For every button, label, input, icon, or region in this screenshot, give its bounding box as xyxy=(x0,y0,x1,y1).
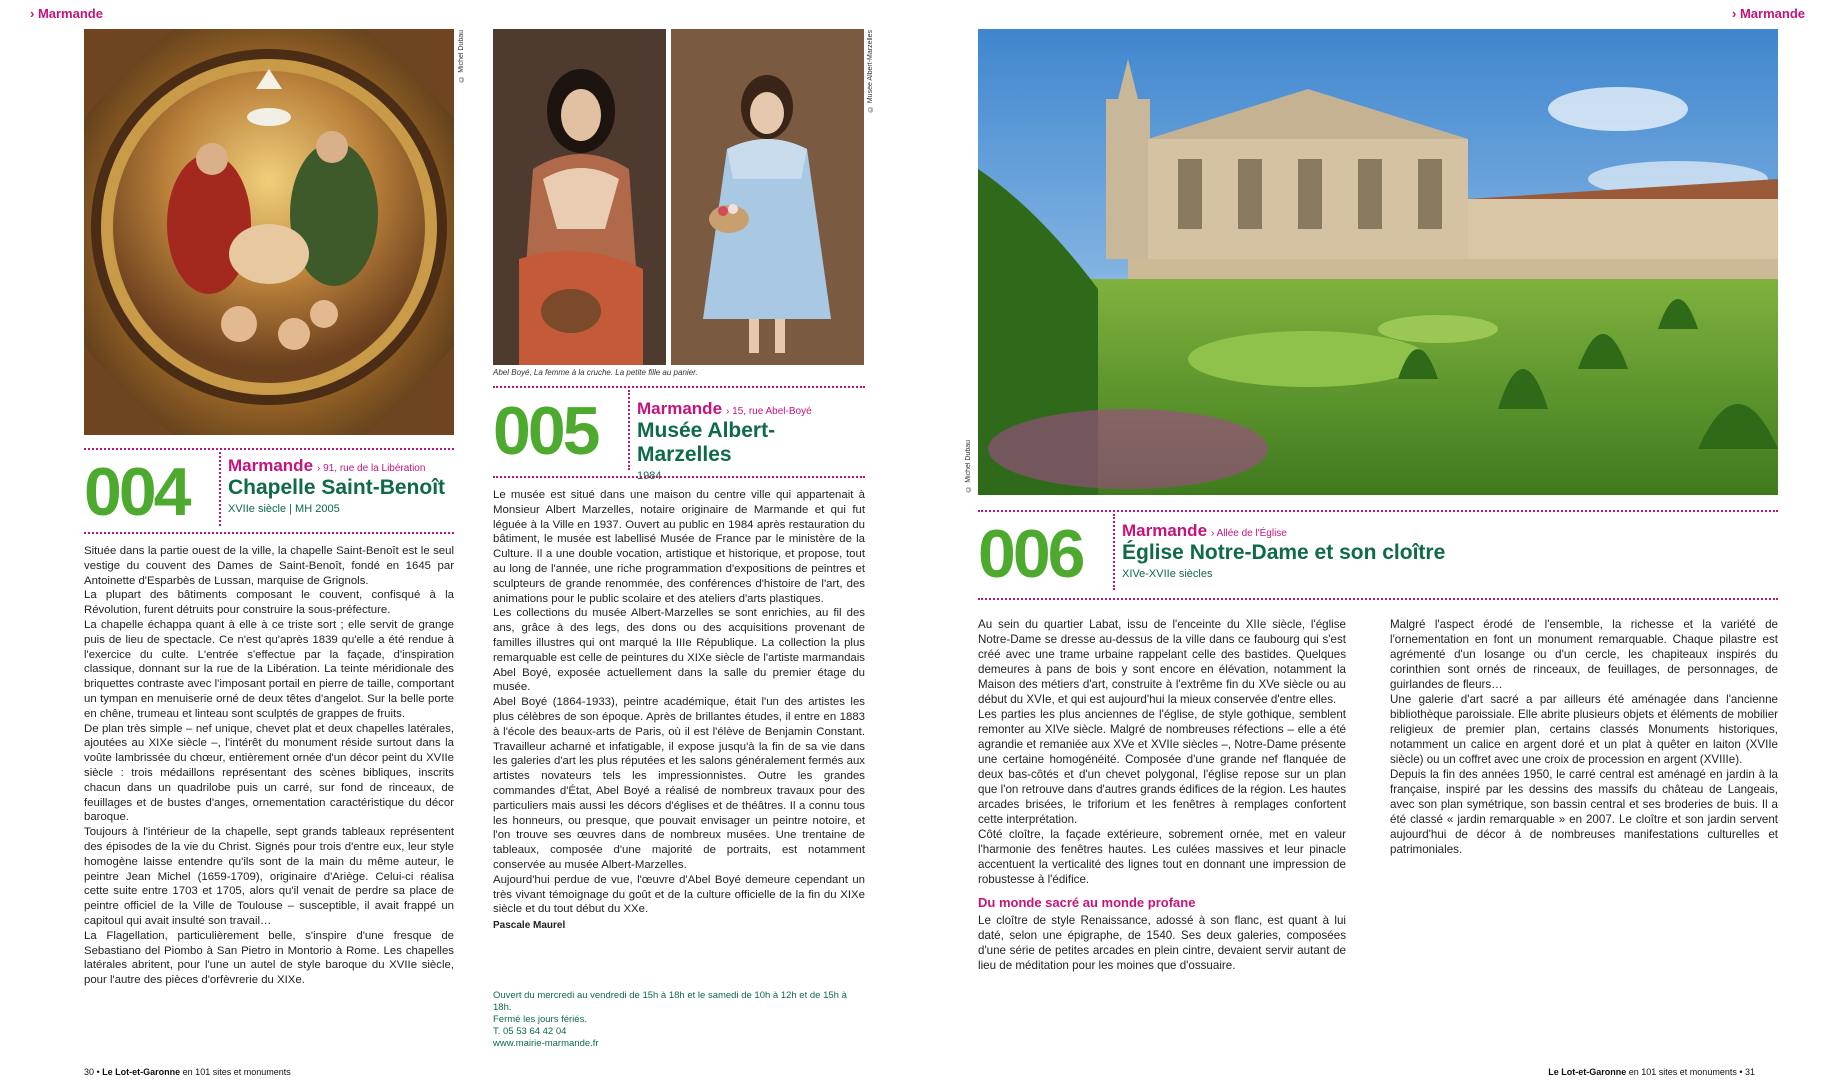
musee-heading xyxy=(637,399,867,482)
eglise-header-rule xyxy=(978,510,1778,512)
musee-photo-caption: Abel Boyé, La femme à la cruche. La petite fille au panier. xyxy=(493,368,698,377)
eglise-cloister-photo xyxy=(978,29,1778,495)
folio-right: Le Lot-et-Garonne en 101 sites et monuments • 31 xyxy=(1548,1067,1755,1077)
folio-right-number: 31 xyxy=(1744,1067,1755,1077)
paragraph: Au sein du quartier Labat, issu de l'enceinte du XIIe siècle, l'église Notre-Dame se dresse au-dessus de la ville dans ce faubourg qui s'est créé avec une trame urbaine rappelant celle des bastides. Quelques demeures à pans de bois y sont encore en élévation, notamment la Maison des métiers d'art, construite à l'extrême fin du XVe siècle ou au début du XVIe, et qui est aujourd'hui la mieux conservée d'entre elles. xyxy=(978,618,1346,706)
eglise-header-rule-bottom xyxy=(978,598,1778,600)
musee-address: › 15, rue Abel-Boyé xyxy=(726,406,812,417)
info-line: Ouvert du mercredi au vendredi de 15h à 18h et le samedi de 10h à 12h et de 15h à 18h. xyxy=(493,990,847,1013)
paragraph: Aujourd'hui perdue de vue, l'œuvre d'Abel Boyé demeure cependant un très vivant témoignage du goût et de la culture officielle de la fin du XIXe siècle et du tout début du XXe. xyxy=(493,873,865,916)
paragraph: Le musée est situé dans une maison du centre ville qui appartenait à Monsieur Albert Marzelles, notaire originaire de Marmande et qui fut léguée à la Ville en 1937. Ouvert au public en 1984 après restauration du bâtiment, le musée est labellisé Musée de France par le ministère de la Culture. Il a une double vocation, artistique et historique, et propose, tout au long de l'année, une riche programmation d'expositions de peintres et sculpteurs de grande renommée, des conférences d'histoire de l'art, des animations pour le public scolaire et des ateliers d'arts plastiques. xyxy=(493,489,865,605)
chapelle-subtitle: XVIIe siècle | MH 2005 xyxy=(228,503,340,516)
paragraph: Depuis la fin des années 1950, le carré central est aménagé en jardin à la française, inspiré par les dessins des massifs du château de Langeais, avec son plan symétrique, son bassin central et ses broderies de buis. Il a été classé « jardin remarquable » en 2007. Le cloître et son jardin servent aujourd'hui de décor à de nombreuses manifestations culturelles et patrimoniales. xyxy=(1390,768,1778,856)
chapelle-vertical-rule xyxy=(219,452,221,526)
chapelle-heading xyxy=(228,456,458,515)
paragraph: Toujours à l'intérieur de la chapelle, sept grands tableaux représentent des épisodes de la vie du Christ. Signés pour trois d'entre eux, leur style homogène laisse entendre qu'ils sont de la main du même auteur, le peintre Jean Michel (1659-1709), originaire d'Ariège. Celui-ci réalisa cette suite entre 1703 et 1705, alors qu'il venait de perdre sa place de peintre officiel de la Ville de Toulouse – susceptible, il avait frappé un capitoul qui avait insulté son travail… xyxy=(84,826,454,927)
painting-girl-with-basket xyxy=(671,29,864,365)
musee-subtitle: 1984 xyxy=(637,470,662,483)
painting-woman-illustration xyxy=(493,29,666,365)
paragraph: La Flagellation, particulièrement belle, s'inspire d'une fresque de Sebastiano del Piombo à San Pietro in Montorio à Rome. Les chapelles latérales abritent, pour l'une un autel de style baroque du XVIIe siècle, pour l'autre des pièces d'orfèvrerie du XIXe. xyxy=(84,929,454,987)
running-head-right: › Marmande xyxy=(1732,6,1805,21)
folio-left-title: Le Lot-et-Garonne xyxy=(102,1067,181,1077)
musee-body-text xyxy=(493,488,865,934)
chapelle-body-text xyxy=(84,544,454,988)
eglise-heading xyxy=(1122,521,1622,580)
musee-header-rule xyxy=(493,386,865,388)
chapelle-entry-number: 004 xyxy=(84,454,189,530)
running-head-left: › Marmande xyxy=(30,6,103,21)
musee-author: Pascale Maurel xyxy=(493,920,566,932)
paragraph: Le cloître de style Renaissance, adossé à son flanc, est quant à lui daté, selon une épigraphe, de 1540. Ses deux galeries, composées d'une série de petites arcades en plein cintre, devaient servir autant de lieu de méditation pour les moines que d'ossuaire. xyxy=(978,914,1346,972)
chapelle-address: › 91, rue de la Libération xyxy=(317,463,426,474)
eglise-body-column-2 xyxy=(1390,617,1778,857)
painting-woman-with-jug xyxy=(493,29,666,365)
chapelle-header-rule-bottom xyxy=(84,532,454,534)
paragraph: Abel Boyé (1864-1933), peintre académique, était l'un des artistes les plus célèbres de son époque. Après de brillantes études, il entre en 1883 à l'école des beaux-arts de Paris, où il est l'élève de Benjamin Constant. Travailleur acharné et infatigable, il expose jusqu'à la fin de sa vie dans les galeries d'art les plus réputées et les salons généralement fermés aux artistes novateurs tels les impressionnistes. Outre les grandes commandes d'État, Abel Boyé a réalisé de nombreux travaux pour des particuliers mais aussi les décors d'églises et de théâtres. Il a connu tous les honneurs, ou presque, que pouvait envisager un peintre notoire, et l'on trouve ses œuvres dans de nombreux musées. Une trentaine de tableaux, composée d'une majorité de portraits, est notamment conservée au musée Albert-Marzelles. xyxy=(493,696,865,871)
paragraph: Une galerie d'art sacré a par ailleurs été aménagée dans l'ancienne bibliothèque paroissiale. Elle abrite plusieurs objets et éléments de mobilier religieux de premier plan, certains classés Monuments historiques, notamment un calice en argent doré et un plat à quêter en laiton (XVIIe siècle) ou un coffret avec une croix de procession en argent (XVIIIe). xyxy=(1390,693,1778,766)
eglise-subtitle: XIVe-XVIIe siècles xyxy=(1122,568,1213,581)
eglise-title: Église Notre-Dame et son cloître xyxy=(1122,541,1446,564)
folio-left: 30 • Le Lot-et-Garonne en 101 sites et monuments xyxy=(84,1067,291,1077)
eglise-entry-number: 006 xyxy=(978,516,1083,592)
musee-town: Marmande xyxy=(637,399,723,418)
paragraph: Les collections du musée Albert-Marzelles se sont enrichies, au fil des ans, grâce à des legs, des dons ou des acquisitions provenant de familles illustres qui ont marqué la IIIe République. La collection la plus remarquable est celle de peintures du XIXe siècle de l'artiste marmandais Abel Boyé, exposée actuellement dans la salle du premier étage du musée. xyxy=(493,607,865,694)
paragraph: Côté cloître, la façade extérieure, sobrement ornée, met en valeur l'harmonie des fenêtres hautes. Les culées massives et leur pinacle accentuent la verticalité des lignes tout en donnant une impression de robustesse à l'édifice. xyxy=(978,828,1346,886)
eglise-subheading: Du monde sacré au monde profane xyxy=(978,895,1196,910)
paragraph: La plupart des bâtiments composant le couvent, confisqué à la Révolution, furent détruits pour construire la sous-préfecture. xyxy=(84,589,454,617)
eglise-address: › Allée de l'Église xyxy=(1211,528,1287,539)
chapelle-photo-credit: © Michel Dubau xyxy=(458,30,465,82)
musee-entry-number: 005 xyxy=(493,393,598,469)
musee-photo-credit: © Musée Albert-Marzelles xyxy=(867,30,874,113)
folio-right-subtitle: en 101 sites et monuments xyxy=(1626,1067,1737,1077)
folio-left-number: 30 xyxy=(84,1067,95,1077)
chapelle-ceiling-illustration xyxy=(84,29,454,435)
info-line: T. 05 53 64 42 04 xyxy=(493,1026,567,1037)
chapelle-header-rule xyxy=(84,448,454,450)
musee-vertical-rule xyxy=(628,390,630,470)
folio-right-title: Le Lot-et-Garonne xyxy=(1548,1067,1627,1077)
eglise-body-column-1 xyxy=(978,617,1346,973)
paragraph: Malgré l'aspect érodé de l'ensemble, la richesse et la variété de l'ornementation en font un monument remarquable. Chaque pilastre est agrémenté d'un losange ou d'un cercle, les chapiteaux inspirés du corinthien sont ornés de rinceaux, de feuillages, de personnages, de guirlandes de fleurs… xyxy=(1390,618,1778,691)
chapelle-town: Marmande xyxy=(228,456,314,475)
chapelle-ceiling-photo xyxy=(84,29,454,435)
chapelle-title: Chapelle Saint-Benoît xyxy=(228,476,446,499)
paragraph: De plan très simple – nef unique, chevet plat et deux chapelles latérales, ajoutées au XIXe siècle –, l'intérêt du monument réside surtout dans la voûte lambrissée du chœur, entièrement ornée d'un décor peint du XVIIe siècle : trois médaillons représentant des scènes bibliques, inscrits chacun dans un quadrilobe puis un carré, sur fond de rinceaux, de feuillages et de bustes d'anges, ornementation caractéristique du décor baroque. xyxy=(84,722,454,824)
paragraph: Les parties les plus anciennes de l'église, de style gothique, semblent remonter au XIVe siècle. Malgré de nombreuses réfections – elle a été agrandie et remaniée aux XVe et XVIIe siècles –, Notre-Dame présente une certaine homogénéité. Composée d'une grande nef flanquée de deux bas-côtés et d'un chevet polygonal, l'église repose sur un plan que l'on retrouve dans d'autres grands édifices de la région. Les hautes arcades brisées, le triforium et les fenêtres à remplages confortent cette interprétation. xyxy=(978,708,1346,826)
paragraph: La chapelle échappa quant à elle à ce triste sort ; elle servit de grange puis de lieu de spectacle. Ce n'est qu'après 1839 qu'elle a été rendue à l'exercice du culte. L'entrée s'effectue par la façade, d'inspiration classique, donnant sur la rue de la Libération. La teinte méridionale des briquettes contraste avec l'imposant portail en pierre de taille, comportant un tympan en menuiserie orné de deux têtes d'angelot. Sur la belle porte en chêne, trumeau et linteau sont sculptés de grappes de fruits. xyxy=(84,618,454,720)
eglise-vertical-rule xyxy=(1113,514,1115,590)
painting-girl-illustration xyxy=(671,29,864,365)
eglise-town: Marmande xyxy=(1122,521,1208,540)
website-link[interactable]: www.mairie-marmande.fr xyxy=(493,1038,599,1049)
info-line: Fermé les jours fériés. xyxy=(493,1014,587,1025)
eglise-photo-credit: © Michel Dubau xyxy=(965,440,972,492)
musee-practical-info xyxy=(493,990,865,1050)
paragraph: Située dans la partie ouest de la ville, la chapelle Saint-Benoît est le seul vestige du couvent des Dames de Saint-Benoît, fondé en 1645 par Antoinette d'Esparbès de Lussan, marquise de Grignols. xyxy=(84,545,454,587)
folio-left-subtitle: en 101 sites et monuments xyxy=(180,1067,291,1077)
musee-title: Musée Albert-Marzelles xyxy=(637,419,776,467)
musee-header-rule-bottom xyxy=(493,476,865,478)
eglise-cloister-illustration xyxy=(978,29,1778,495)
